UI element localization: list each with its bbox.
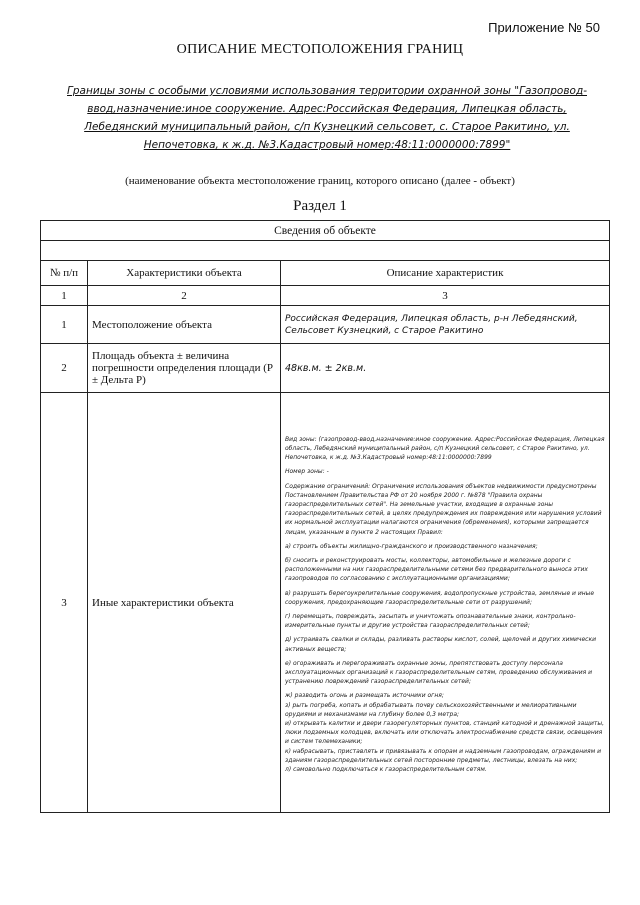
restriction-item: и) открывать калитки и двери газорегуляторных пунктов, станций катодной и дренажной защиты, люки подземных колодцев, включать или отключать электроснабжение средств связи, освещения и систем телемеханики; [285, 720, 604, 746]
column-number: 3 [281, 286, 610, 306]
restriction-item: з) рыть погреба, копать и обрабатывать почву сельскохозяйственными и мелиоративными орудиями и механизмами на глубину более 0,3 метра; [285, 701, 577, 718]
column-number: 1 [41, 286, 88, 306]
page-title: ОПИСАНИЕ МЕСТОПОЛОЖЕНИЯ ГРАНИЦ [176, 42, 464, 57]
row-value-paragraphs [281, 393, 610, 813]
restriction-item: ж) разводить огонь и размещать источники огня; [285, 692, 444, 700]
restrictions-text: Содержание ограничений: Ограничения использования объектов недвижимости предусмотрены Постановлением Правительства РФ от 20 ноября 2000 г. №878 "Правила охраны газораспределительных сетей". На земельные участки, входящие в охранные зоны газораспределительных сетей, в целях предупреждения их повреждения или нарушения условий их нормальной эксплуатации налагаются ограничения (обременения), которыми запрещается лицам, указанным в пункте 2 настоящих Правил: [285, 482, 602, 536]
object-caption: (наименование объекта местоположение границ, которого описано (далее - объект) [125, 175, 515, 187]
restriction-item: в) разрушать берегоукрепительные сооружения, водопропускные устройства, земляные и иные сооружения, предохраняющие газораспределительные сети от разрушений; [285, 589, 595, 606]
row-num: 1 [41, 306, 88, 344]
row-value: Российская Федерация, Липецкая область, р-н Лебедянский, Сельсовет Кузнецкий, с Старое Ракитино [281, 306, 610, 344]
row-num: 3 [41, 393, 88, 813]
table-title-row [41, 221, 610, 241]
restriction-item: к) набрасывать, приставлять и привязывать к опорам и надземным газопроводам, ограждениям и зданиям газораспределительных сетей посторонние предметы, лестницы, влезать на них; [285, 747, 601, 764]
section-title: Раздел 1 [293, 198, 347, 214]
column-number-row [41, 286, 610, 306]
restriction-item: е) огораживать и перегораживать охранные зоны, препятствовать доступу персонала эксплуатационных организаций к газораспределительным сетям, проведению обслуживания и устранению повреждений газораспределительных сетей; [285, 659, 593, 686]
row-num: 2 [41, 344, 88, 393]
table-row [41, 393, 610, 813]
header-characteristics: Характеристики объекта [88, 261, 281, 286]
column-number: 2 [88, 286, 281, 306]
table-header-row [41, 261, 610, 286]
blank-cell [41, 241, 610, 261]
appendix-number: Приложение № 50 [488, 20, 600, 35]
zone-type-text: Вид зоны: (газопровод-ввод,назначение:иное сооружение. Адрес:Российская Федерация, Липецкая область, Лебедянский муниципальный район, с/п Кузнецкий сельсовет, с Старое Ракитино, ул. Непочетовка, к ж.д. №3.Кадастровый номер:48:11:0000000:7899 [285, 435, 605, 462]
restriction-item: а) строить объекты жилищно-гражданского и производственного назначения; [285, 542, 538, 550]
table-row [41, 344, 610, 393]
row-name: Площадь объекта ± величина погрешности определения площади (Р ± Дельта Р) [88, 344, 281, 393]
table-title: Сведения об объекте [41, 221, 610, 241]
row-name: Местоположение объекта [88, 306, 281, 344]
object-info-table [40, 220, 610, 813]
table-blank-row [41, 241, 610, 261]
row-name: Иные характеристики объекта [88, 393, 281, 813]
table-row [41, 306, 610, 344]
restriction-item: г) перемещать, повреждать, засыпать и уничтожать опознавательные знаки, контрольно-измерительные пункты и другие устройства газораспределительных сетей; [285, 613, 576, 630]
header-description: Описание характеристик [281, 261, 610, 286]
header-num: № п/п [41, 261, 88, 286]
object-description: Границы зоны с особыми условиями использования территории охранной зоны "Газопровод-ввод,назначение:иное сооружение. Адрес:Российская Федерация, Липецкая область, Лебедянский муниципальный район, с/п Кузнецкий сельсовет, с. Старое Ракитино, ул. Непочетовка, к ж.д. №3.Кадастровый номер:48:11:0000000:7899" [67, 85, 587, 151]
restriction-item: л) самовольно подключаться к газораспределительным сетям. [285, 766, 487, 774]
row-value: 48кв.м. ± 2кв.м. [281, 344, 610, 393]
restriction-item: б) сносить и реконструировать мосты, коллекторы, автомобильные и железные дороги с расположенными на них газораспределительными сетями без предварительного выноса этих газопроводов по согласованию с эксплуатационными организациями; [285, 556, 588, 583]
zone-number-text: Номер зоны: - [285, 468, 329, 476]
restriction-item: д) устраивать свалки и склады, разливать растворы кислот, солей, щелочей и других химически активных веществ; [285, 636, 596, 653]
